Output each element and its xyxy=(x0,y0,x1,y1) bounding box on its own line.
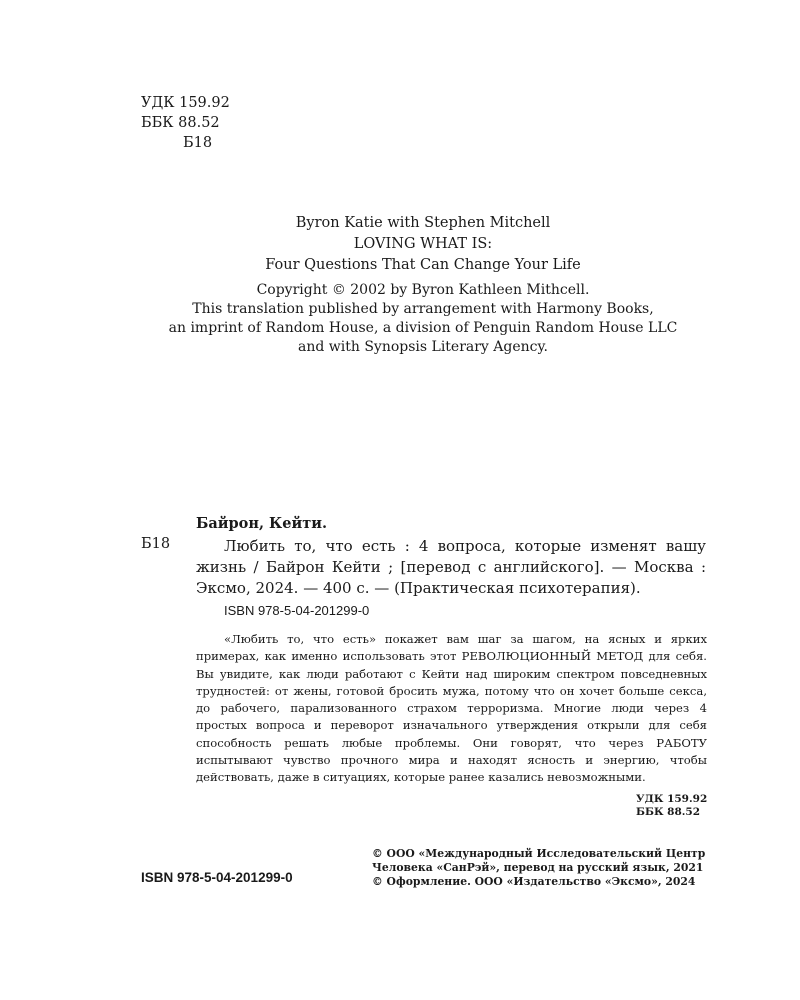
copyright-line: and with Synopsis Literary Agency. xyxy=(297,339,549,355)
bib-description xyxy=(196,536,706,599)
original-title-block xyxy=(100,213,746,276)
footer-copyright-line: © ООО «Международный Исследовательский Центр xyxy=(372,847,706,860)
copyright-line: Copyright © 2002 by Byron Kathleen Mithcell. xyxy=(256,282,590,298)
footer-bbk: ББК 88.52 xyxy=(636,806,701,818)
footer-isbn: ISBN 978-5-04-201299-0 xyxy=(141,870,293,885)
copyright-line: an imprint of Random House, a division of Penguin Random House LLC xyxy=(168,320,678,336)
original-copyright-block xyxy=(100,281,746,357)
bib-isbn: ISBN 978-5-04-201299-0 xyxy=(224,603,370,618)
original-title: LOVING WHAT IS: xyxy=(353,236,493,252)
bib-author-heading: Байрон, Кейти. xyxy=(196,515,328,532)
bbk-code: ББК 88.52 xyxy=(141,115,220,131)
footer-copyright-line: © Оформление. ООО «Издательство «Эксмо», 2024 xyxy=(372,875,696,888)
footer-copyright-line: Человека «СанРэй», перевод на русский язык, 2021 xyxy=(372,861,704,874)
copyright-line: This translation published by arrangement with Harmony Books, xyxy=(192,301,654,317)
original-authors: Byron Katie with Stephen Mitchell xyxy=(295,215,551,231)
classification-codes xyxy=(141,93,230,153)
author-mark: Б18 xyxy=(183,135,213,151)
footer-copyright xyxy=(372,847,705,889)
footer-codes xyxy=(636,793,707,819)
footer-udk: УДК 159.92 xyxy=(636,793,708,805)
udk-code: УДК 159.92 xyxy=(141,95,230,111)
bib-author-mark: Б18 xyxy=(141,536,171,552)
bib-description-text: Любить то, что есть : 4 вопроса, которые изменят вашу жизнь / Байрон Кейти ; [перевод с английского]. — Москва : Эксмо, 2024. — 400 с. — (Практическая психотерапия). xyxy=(196,537,706,597)
annotation-text: «Любить то, что есть» покажет вам шаг за шагом, на ясных и ярких примерах, как именно использовать этот РЕВОЛЮЦИОННЫЙ МЕТОД для себя. Вы увидите, как люди работают с Кейти над широким спектром повседневных трудностей: от жены, готовой бросить мужа, потому что он хочет больше секса, до рабочего, парализованного страхом терроризма. Многие люди через 4 простых вопроса и переворот изначального утверждения открыли для себя способность решать любые проблемы. Они говорят, что через РАБОТУ испытывают чувство прочного мира и находят ясность и энергию, чтобы действовать, даже в ситуациях, которые ранее казались невозможными. xyxy=(196,632,707,785)
original-subtitle: Four Questions That Can Change Your Life xyxy=(265,257,581,273)
